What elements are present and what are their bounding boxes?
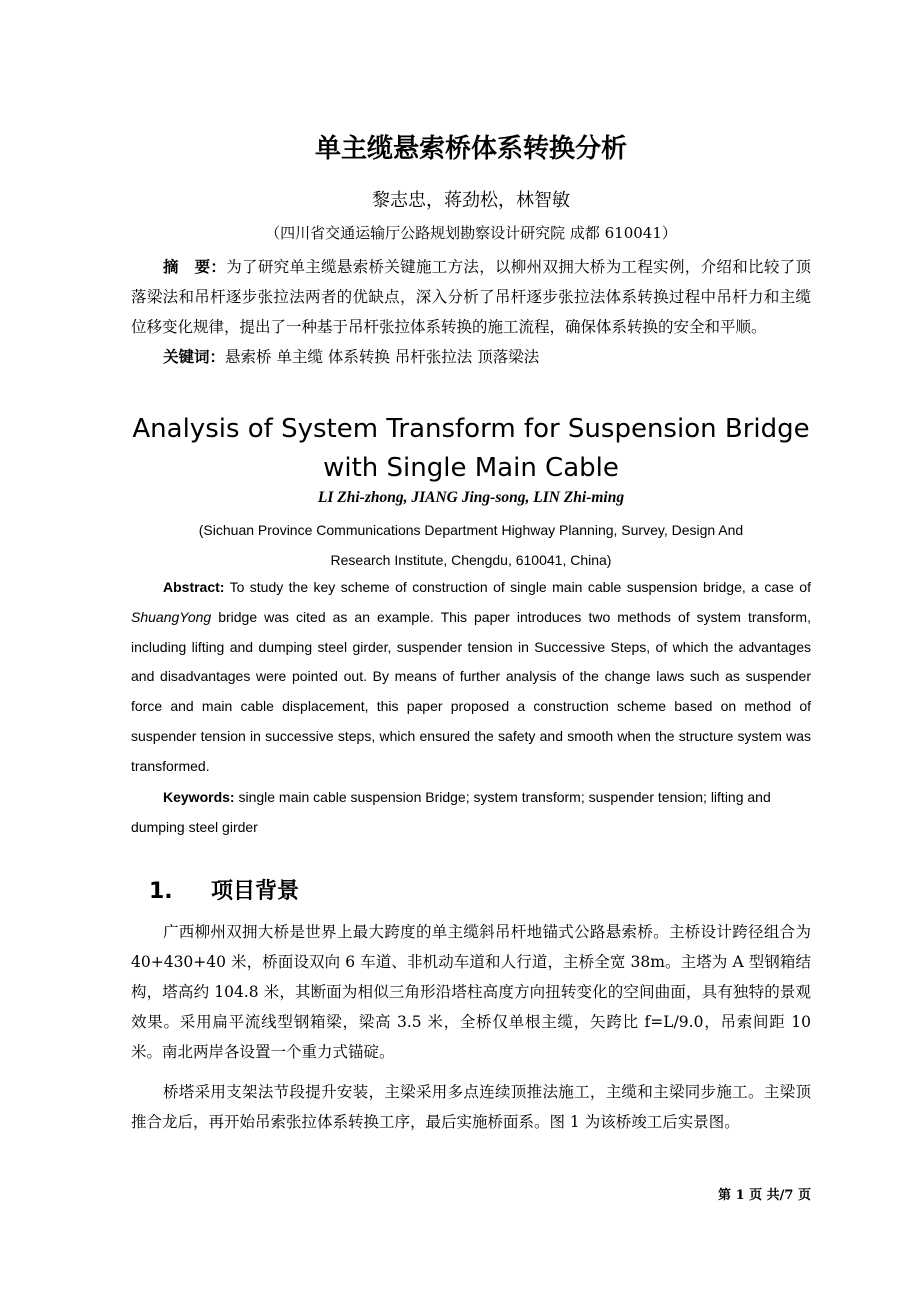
affiliation-cn: （四川省交通运输厅公路规划勘察设计研究院 成都 610041） xyxy=(265,224,677,242)
abstract-cn-text: 为了研究单主缆悬索桥关键施工方法，以柳州双拥大桥为工程实例，介绍和比较了顶落梁法和吊杆逐步张拉法两者的优缺点，深入分析了吊杆逐步张拉法体系转换过程中吊杆力和主缆位移变化规律，提出了一种基于吊杆张拉体系转换的施工流程，确保体系转换的安全和平顺。 xyxy=(131,258,811,336)
affiliation-en-line1: (Sichuan Province Communications Department Highway Planning, Survey, Design And xyxy=(198,522,744,538)
section-number: 1. xyxy=(149,879,173,904)
affiliation-en-line2: Research Institute, Chengdu, 610041, China) xyxy=(330,552,612,568)
title-en-line2: with Single Main Cable xyxy=(323,453,619,483)
section-heading xyxy=(149,874,299,905)
body-paragraph: 桥塔采用支架法节段提升安装，主梁采用多点连续顶推法施工，主缆和主梁同步施工。主梁顶推合龙后，再开始吊索张拉体系转换工序，最后实施桥面系。图 1 为该桥竣工后实景图。 xyxy=(131,1083,811,1131)
body-paragraph: 广西柳州双拥大桥是世界上最大跨度的单主缆斜吊杆地锚式公路悬索桥。主桥设计跨径组合为 40+430+40 米，桥面设双向 6 车道、非机动车道和人行道，主桥全宽 38m。主塔为 A 型钢箱结构，塔高约 104.8 米，其断面为相似三角形沿塔柱高度方向扭转变化的空间曲面，具有独特的景观效果。采用扁平流线型钢箱梁，梁高 3.5 米，全桥仅单根主缆，矢跨比 f=L/9.0，吊索间距 10 米。南北两岸各设置一个重力式锚碇。 xyxy=(131,923,811,1061)
abstract-cn xyxy=(131,252,811,342)
title-en xyxy=(131,410,811,488)
page-footer: 第 1 页 共/7 页 xyxy=(718,1188,811,1203)
abstract-en-part1: To study the key scheme of construction of single main cable suspension bridge, a case of xyxy=(224,579,811,595)
abstract-en-italic: ShuangYong xyxy=(131,608,212,625)
abstract-en-label: Abstract: xyxy=(163,579,225,595)
authors-en: LI Zhi-zhong, JIANG Jing-song, LIN Zhi-ming xyxy=(317,489,625,506)
keywords-en xyxy=(131,782,811,842)
abstract-en xyxy=(131,573,811,782)
keywords-cn-label: 关键词： xyxy=(163,348,226,366)
authors-cn: 黎志忠，蒋劲松，林智敏 xyxy=(372,190,570,211)
title-cn: 单主缆悬索桥体系转换分析 xyxy=(314,134,627,164)
abstract-en-part2: bridge was cited as an example. This paper introduces two methods of system transform, including lifting and dumping steel girder, suspender tension in Successive Steps, of which the advantages and disadvantages were pointed out. By means of further analysis of the change laws such as suspender force and main cable displacement, this paper proposed a construction scheme based on method of suspender tension in successive steps, which ensured the safety and smooth when the structure system was transformed. xyxy=(131,608,811,774)
keywords-cn-text: 悬索桥 单主缆 体系转换 吊杆张拉法 顶落梁法 xyxy=(225,348,540,366)
keywords-en-text: single main cable suspension Bridge; system transform; suspender tension; lifting and dumping steel girder xyxy=(131,789,771,835)
affiliation-en xyxy=(131,515,811,575)
keywords-cn xyxy=(163,345,539,367)
keywords-en-label: Keywords: xyxy=(163,789,235,805)
section-title: 项目背景 xyxy=(211,879,300,904)
abstract-cn-label: 摘 要： xyxy=(163,258,227,276)
title-en-line1: Analysis of System Transform for Suspension Bridge xyxy=(132,414,810,444)
